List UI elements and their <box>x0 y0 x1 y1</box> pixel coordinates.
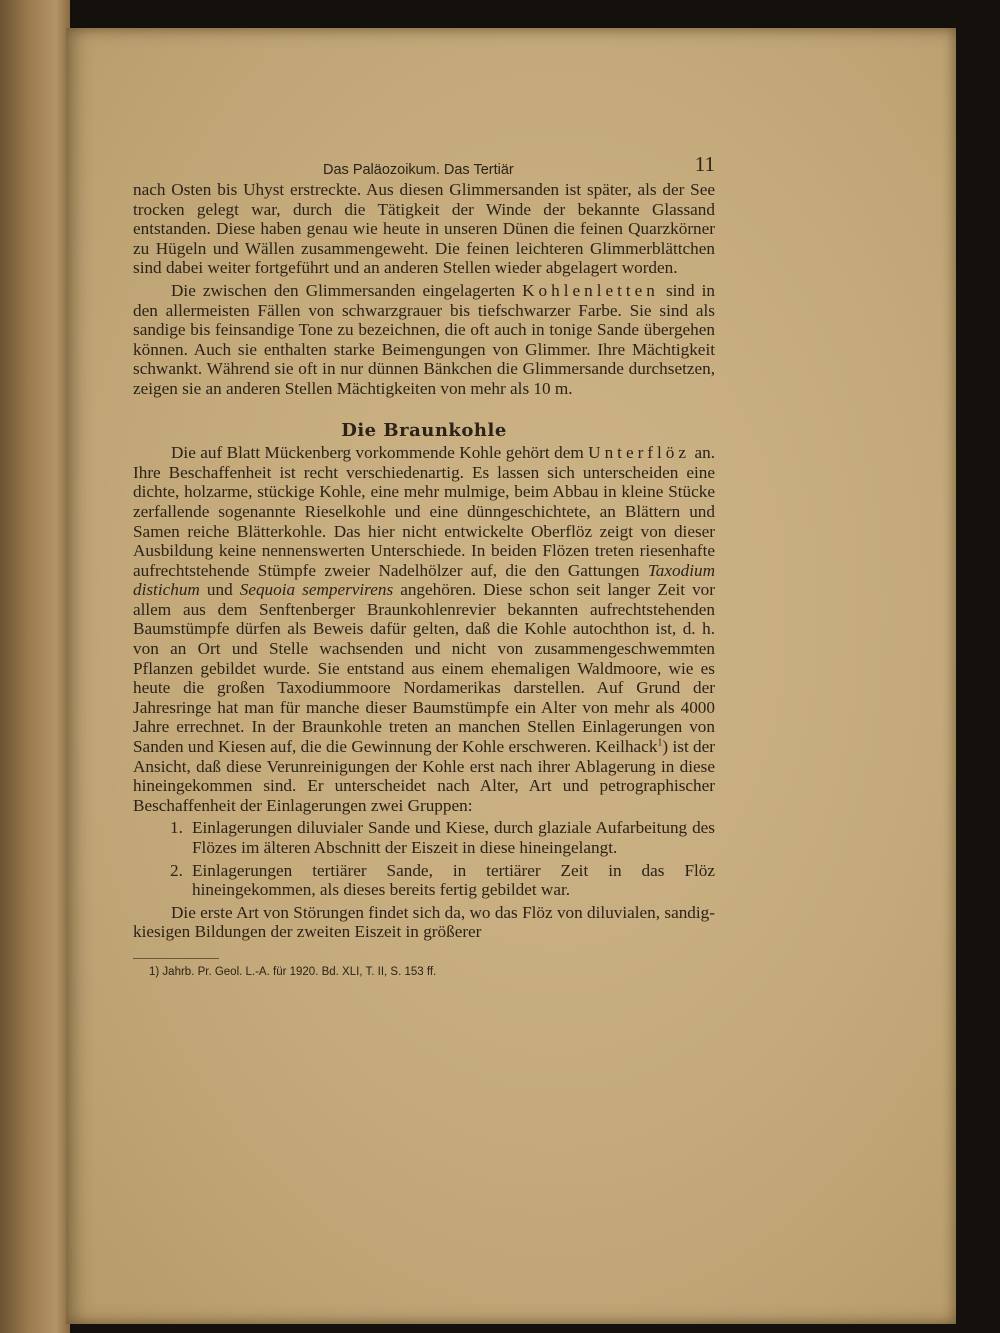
page-number: 11 <box>694 152 715 176</box>
groups-list <box>133 818 715 899</box>
page-content <box>133 150 715 983</box>
running-title: Das Paläozoikum. Das Tertiär <box>323 162 514 178</box>
facing-page-edge <box>0 0 70 1333</box>
latin-name-taxodium: Taxodium distichum <box>133 560 715 600</box>
footnote: 1) Jahrb. Pr. Geol. L.-A. für 1920. Bd. XLI, T. II, S. 153 ff. <box>149 965 437 978</box>
footnote-marker: 1 <box>657 737 663 749</box>
paragraph-4: Die erste Art von Störungen findet sich da, wo das Flöz von diluvialen, sandig-kiesigen Bildungen der zweiten Eiszeit in größerer <box>133 902 715 942</box>
page-header <box>133 150 715 180</box>
list-item: 2. Einlagerungen tertiärer Sande, in tertiärer Zeit in das Flöz hineingekommen, als dieses bereits fertig gebildet war. <box>170 860 715 900</box>
paragraph-2: Die zwischen den Glimmersanden eingelagerten Kohlenletten sind in den allermeisten Fällen von schwarzgrauer bis tiefschwarzer Farbe. Sie sind als sandige bis feinsandige Tone zu bezeichnen, die oft auch in tonige Sande übergehen können. Auch sie enthalten starke Beimengungen von Glimmer. Ihre Mächtigkeit schwankt. Während sie oft in nur dünnen Bänkchen die Glimmersande durchsetzen, zeigen sie an anderen Stellen Mächtigkeiten von mehr als 10 m. <box>133 280 716 398</box>
paragraph-1: nach Osten bis Uhyst erstreckte. Aus diesen Glimmersanden ist später, als der See trocken gelegt war, durch die Tätigkeit der Winde der bekannte Glassand entstanden. Diese haben genau wie heute in unseren Dünen die feinen Quarzkörner zu Hügeln und Wällen zusammengeweht. Die feinen leichteren Glimmerblättchen sind dabei weiter fortgeführt und an anderen Stellen wieder abgelagert worden. <box>133 180 715 278</box>
list-item: 1. Einlagerungen diluvialer Sande und Kiese, durch glaziale Aufarbeitung des Flözes im älteren Abschnitt der Eiszeit in diese hineingelangt. <box>170 818 715 857</box>
paragraph-3: Die auf Blatt Mückenberg vorkommende Kohle gehört dem Unterflöz an. Ihre Beschaffenheit ist recht verschiedenartig. Es lassen sich unterscheiden eine dichte, holzarme, stückige Kohle, eine mehr mulmige, beim Abbau in kleine Stücke zerfallende sogenannte Rieselkohle und eine dünngeschichtete, an Blättern und Samen reiche Blätterkohle. Das hier nicht entwickelte Oberflöz zeigt von dieser Ausbildung keine nennenswerten Unterschiede. In beiden Flözen treten riesenhafte aufrechtstehende Stümpfe zweier Nadelhölzer auf, die den Gattungen Taxodium distichum und Sequoia sempervirens angehören. Diese schon seit langer Zeit vor allem aus dem Senftenberger Braunkohlenrevier bekannten aufrechtstehenden Baumstümpfe dürfen als Beweis dafür gelten, daß die Kohle autochthon ist, d. h. von an Ort und Stelle wachsenden und nicht von zusammengeschwemmten Pflanzen gebildet wurde. Sie entstand aus einem ehemaligen Waldmoore, wie es heute die großen Taxodiummoore Nordamerikas darstellen. Auf Grund der Jahresringe hat man für manche dieser Baumstümpfe ein Alter von mehr als 4000 Jahre errechnet. In der Braunkohle treten an manchen Stellen Einlagerungen von Sanden und Kiesen auf, die die Gewinnung der Kohle erschweren. Keilhack$^1$) ist der Ansicht, daß diese Verunreinigungen der Kohle erst nach ihrer Ablagerung in diese hineingekommen sind. Er unterscheidet nach Alter, Art und petrographischer Beschaffenheit der Einlagerungen zwei Gruppen: <box>133 443 716 815</box>
term-kohlenletten: Kohlenletten <box>522 280 659 300</box>
footnote-rule <box>133 958 219 959</box>
term-unterfloez: Unterflöz <box>588 443 691 463</box>
section-heading: Die Braunkohle <box>341 419 507 441</box>
latin-name-sequoia: Sequoia sempervirens <box>239 580 394 600</box>
